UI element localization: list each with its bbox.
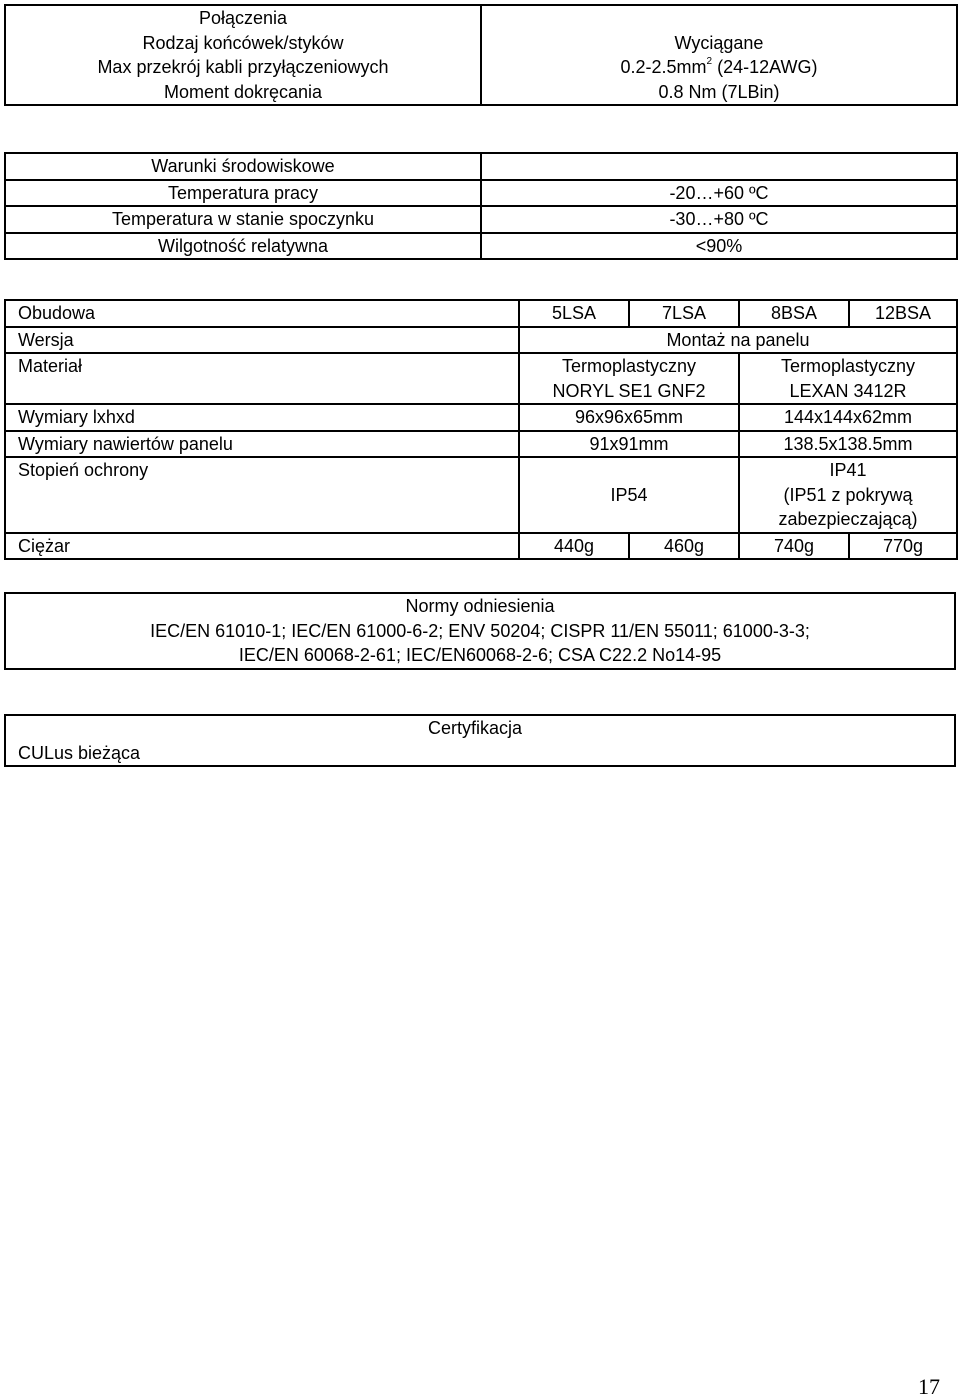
housing-model-5lsa: 5LSA xyxy=(519,300,629,327)
certification-cell xyxy=(5,715,955,766)
housing-cutout-label: Wymiary nawiertów panelu xyxy=(5,431,519,458)
environment-value-storage: -30…+80 ºC xyxy=(481,206,957,233)
housing-weight-label: Ciężar xyxy=(5,533,519,560)
standards-table xyxy=(4,592,956,670)
connections-table xyxy=(4,4,958,106)
connections-value-terminals: Wyciągane xyxy=(674,32,764,53)
housing-protection-b-line1: IP41 xyxy=(829,460,867,480)
housing-weight-12bsa: 770g xyxy=(849,533,957,560)
housing-dimensions-b: 144x144x62mm xyxy=(739,404,957,431)
housing-version-label: Wersja xyxy=(5,327,519,354)
housing-cutout-b: 138.5x138.5mm xyxy=(739,431,957,458)
environment-value-operating: -20…+60 ºC xyxy=(481,180,957,207)
housing-material-b xyxy=(739,353,957,404)
table-row xyxy=(5,153,957,180)
standards-cell xyxy=(5,593,955,669)
connections-labels-cell xyxy=(5,5,481,105)
housing-protection-label: Stopień ochrony xyxy=(5,457,519,533)
housing-material-a-line1: Termoplastyczny xyxy=(561,356,697,376)
housing-material-a xyxy=(519,353,739,404)
table-row xyxy=(5,180,957,207)
table-row xyxy=(5,404,957,431)
table-row xyxy=(5,353,957,404)
housing-weight-5lsa: 440g xyxy=(519,533,629,560)
connections-value-cable: $0.2-2.5mm^2$ (24-12AWG) xyxy=(620,56,818,77)
housing-dimensions-label: Wymiary lxhxd xyxy=(5,404,519,431)
environment-value-humidity: <90% xyxy=(481,233,957,260)
table-row xyxy=(5,233,957,260)
housing-table xyxy=(4,299,958,560)
table-row xyxy=(5,533,957,560)
table-row xyxy=(5,5,957,105)
table-row xyxy=(5,206,957,233)
certification-value: CULus bieżąca xyxy=(18,742,141,763)
connections-values-cell xyxy=(481,5,957,105)
housing-protection-b-line2: (IP51 z pokrywą xyxy=(783,484,913,505)
housing-material-label: Materiał xyxy=(5,353,519,404)
standards-line2: IEC/EN 60068-2-61; IEC/EN60068-2-6; CSA C22.2 No14-95 xyxy=(238,645,722,665)
housing-model-8bsa: 8BSA xyxy=(739,300,849,327)
housing-protection-a: IP54 xyxy=(519,457,739,533)
standards-title: Normy odniesienia xyxy=(405,596,555,616)
standards-line1: IEC/EN 61010-1; IEC/EN 61000-6-2; ENV 50204; CISPR 11/EN 55011; 61000-3-3; xyxy=(150,620,810,641)
housing-dimensions-a: 96x96x65mm xyxy=(519,404,739,431)
housing-version-value: Montaż na panelu xyxy=(519,327,957,354)
housing-model-12bsa: 12BSA xyxy=(849,300,957,327)
table-row xyxy=(5,457,957,533)
environment-title: Warunki środowiskowe xyxy=(5,153,481,180)
connections-title: Połączenia xyxy=(198,8,288,28)
housing-model-7lsa: 7LSA xyxy=(629,300,739,327)
table-row xyxy=(5,715,955,766)
table-row xyxy=(5,431,957,458)
environment-label-operating: Temperatura pracy xyxy=(5,180,481,207)
environment-empty-cell xyxy=(481,153,957,180)
housing-protection-b-line3: zabezpieczającą) xyxy=(778,509,918,529)
housing-material-b-line1: Termoplastyczny xyxy=(780,356,916,376)
connections-label-torque: Moment dokręcania xyxy=(163,81,323,102)
housing-cutout-a: 91x91mm xyxy=(519,431,739,458)
connections-label-cable: Max przekrój kabli przyłączeniowych xyxy=(97,57,389,77)
table-row xyxy=(5,593,955,669)
connections-label-terminals: Rodzaj końcówek/styków xyxy=(142,32,344,53)
environment-label-humidity: Wilgotność relatywna xyxy=(5,233,481,260)
table-row xyxy=(5,327,957,354)
environment-table xyxy=(4,152,958,260)
certification-table xyxy=(4,714,956,767)
table-row xyxy=(5,300,957,327)
page-number: 17 xyxy=(918,1374,940,1399)
housing-material-b-line2: LEXAN 3412R xyxy=(789,380,907,401)
environment-label-storage: Temperatura w stanie spoczynku xyxy=(5,206,481,233)
housing-weight-7lsa: 460g xyxy=(629,533,739,560)
housing-protection-b xyxy=(739,457,957,533)
housing-weight-8bsa: 740g xyxy=(739,533,849,560)
housing-material-a-line2: NORYL SE1 GNF2 xyxy=(552,380,706,401)
housing-header-label: Obudowa xyxy=(5,300,519,327)
certification-title: Certyfikacja xyxy=(428,718,523,738)
connections-value-torque: 0.8 Nm (7LBin) xyxy=(658,81,780,102)
